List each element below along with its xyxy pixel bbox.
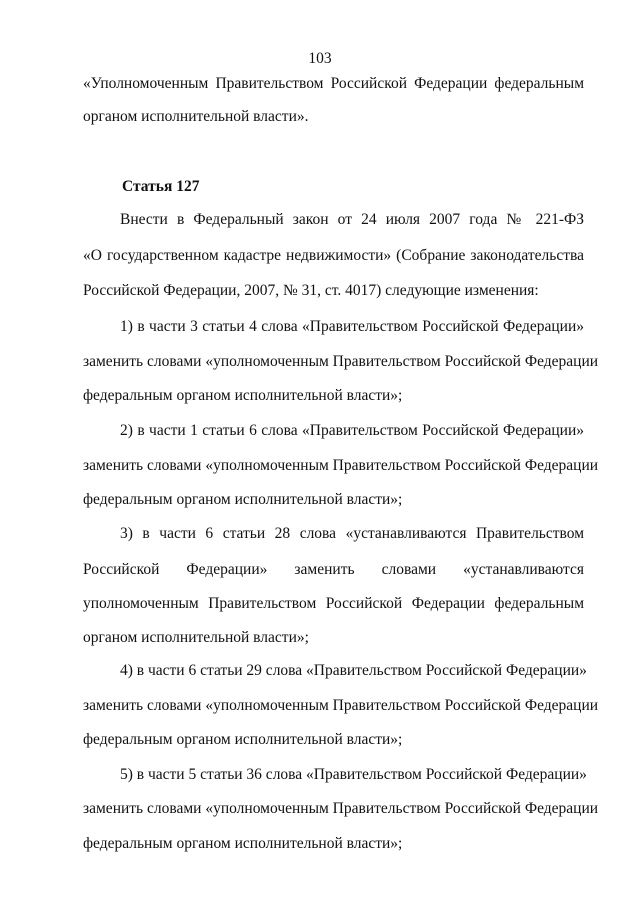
item-1-line-2: заменить словами «уполномоченным Правительством Российской Федерации bbox=[83, 353, 599, 370]
lead-line-1: Внести в Федеральный закон от 24 июля 2007 года № 221-ФЗ bbox=[120, 211, 584, 228]
item-5-line-2: заменить словами «уполномоченным Правительством Российской Федерации bbox=[83, 800, 599, 817]
item-5-line-3: федеральным органом исполнительной власти»; bbox=[83, 835, 403, 852]
item-3-line-4: органом исполнительной власти»; bbox=[83, 629, 309, 646]
lead-line-3: Российской Федерации, 2007, № 31, ст. 4017) следующие изменения: bbox=[83, 282, 539, 299]
page-number: 103 bbox=[308, 50, 332, 67]
item-3-line-3: уполномоченным Правительством Российской Федерации федеральным bbox=[83, 595, 584, 612]
intro-line-2: органом исполнительной власти». bbox=[83, 108, 309, 125]
item-5-line-1: 5) в части 5 статьи 36 слова «Правительством Российской Федерации» bbox=[120, 766, 587, 783]
item-4-line-1: 4) в части 6 статьи 29 слова «Правительством Российской Федерации» bbox=[120, 662, 587, 679]
item-2-line-3: федеральным органом исполнительной власти»; bbox=[83, 491, 403, 508]
item-2-line-2: заменить словами «уполномоченным Правительством Российской Федерации bbox=[83, 457, 599, 474]
item-3-line-1: 3) в части 6 статьи 28 слова «устанавливаются Правительством bbox=[120, 525, 584, 542]
intro-line-1: «Уполномоченным Правительством Российской Федерации федеральным bbox=[83, 75, 584, 92]
item-1-line-1: 1) в части 3 статьи 4 слова «Правительством Российской Федерации» bbox=[120, 318, 584, 335]
item-2-line-1: 2) в части 1 статьи 6 слова «Правительством Российской Федерации» bbox=[120, 422, 584, 439]
item-1-line-3: федеральным органом исполнительной власти»; bbox=[83, 387, 403, 404]
item-4-line-3: федеральным органом исполнительной власти»; bbox=[83, 731, 403, 748]
article-heading: Статья 127 bbox=[122, 178, 200, 195]
lead-line-2: «О государственном кадастре недвижимости» (Собрание законодательства bbox=[83, 247, 584, 264]
item-4-line-2: заменить словами «уполномоченным Правительством Российской Федерации bbox=[83, 697, 599, 714]
item-3-line-2: Российской Федерации» заменить словами «устанавливаются bbox=[83, 561, 584, 578]
